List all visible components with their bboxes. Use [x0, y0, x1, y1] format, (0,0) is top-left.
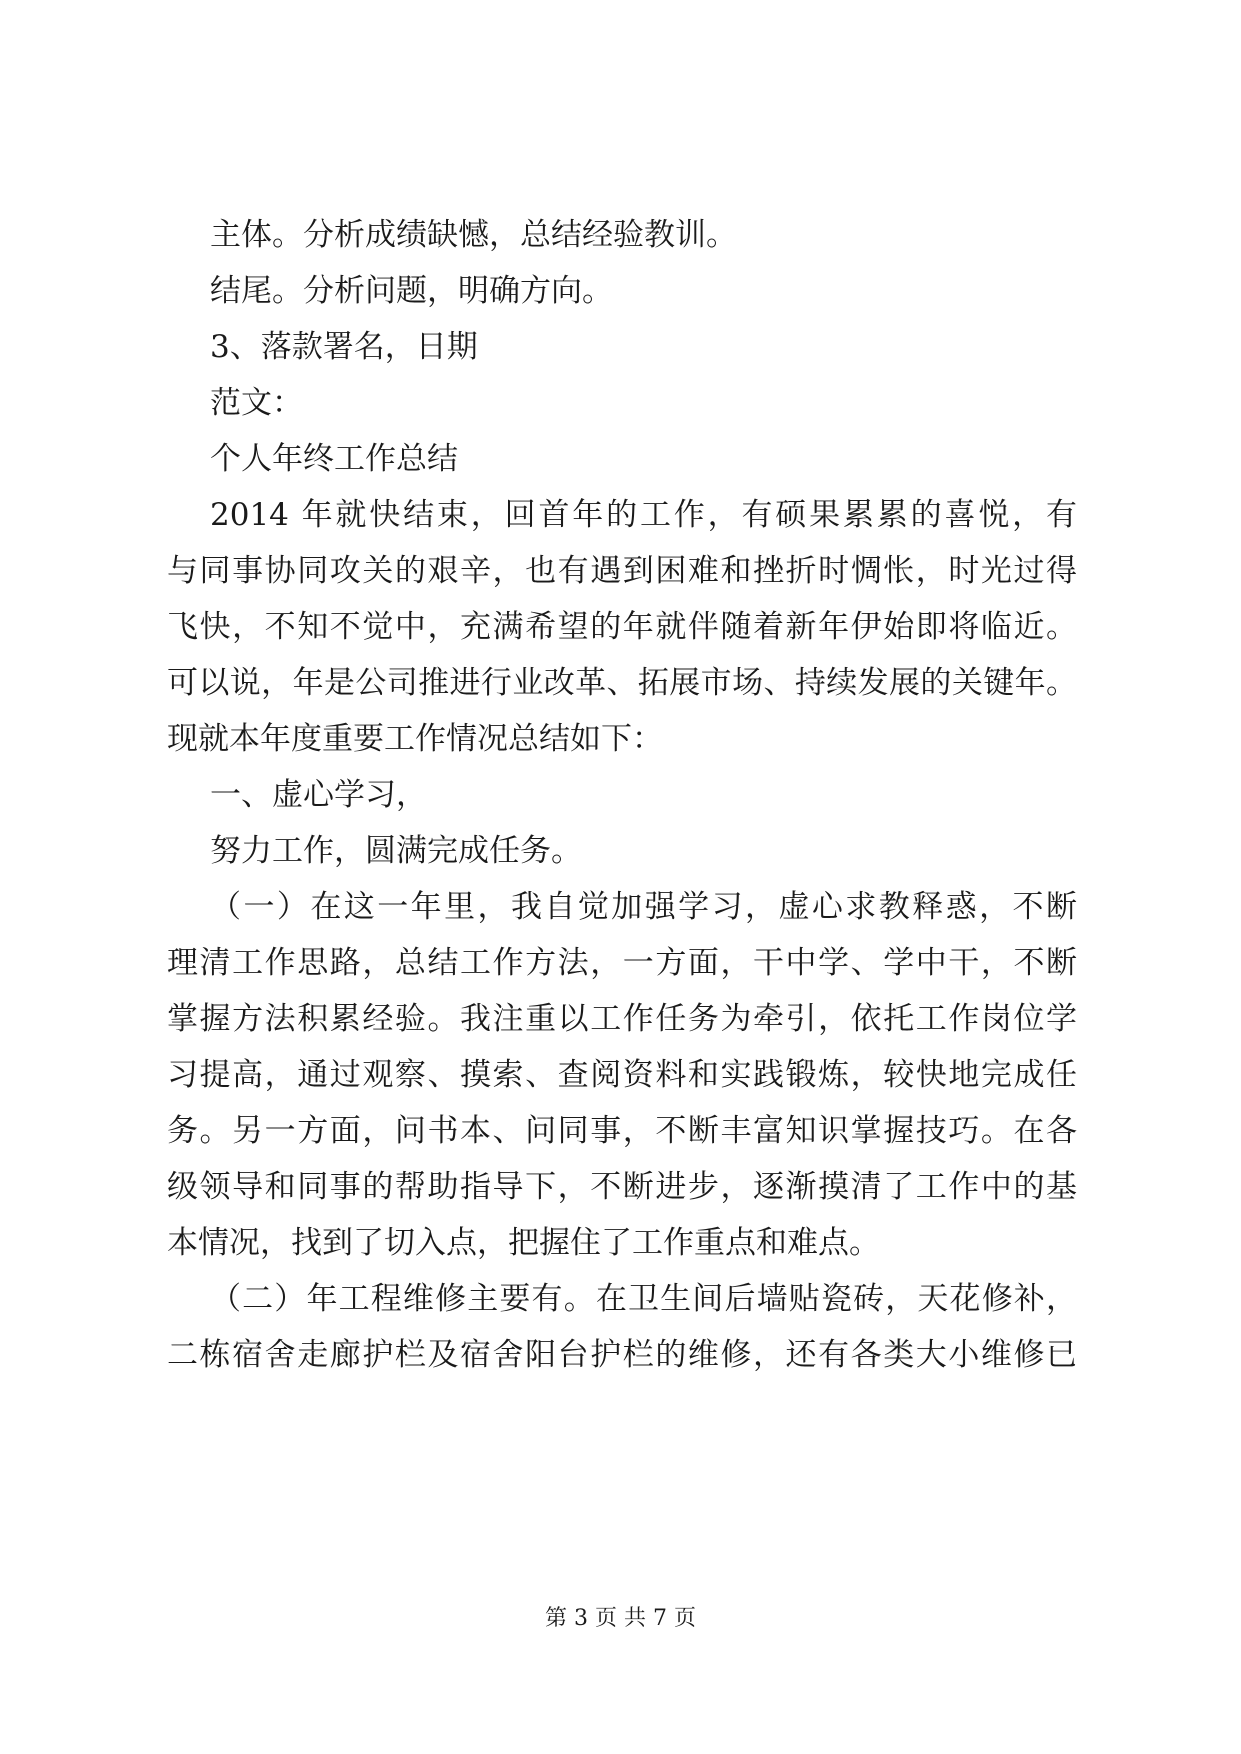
text-line: （二）年工程维修主要有。在卫生间后墙贴瓷砖，天花修补， — [210, 1281, 1077, 1317]
text-line: 现就本年度重要工作情况总结如下： — [167, 721, 663, 757]
text-line: 级领导和同事的帮助指导下，不断进步，逐渐摸清了工作中的基 — [167, 1169, 1077, 1205]
text-line: （一）在这一年里，我自觉加强学习，虚心求教释惑，不断 — [210, 889, 1077, 925]
text-line: 2014 年就快结束，回首年的工作，有硕果累累的喜悦，有 — [210, 497, 1077, 533]
text-line: 可以说，年是公司推进行业改革、拓展市场、持续发展的关键年。 — [167, 665, 1077, 701]
text-line: 努力工作，圆满完成任务。 — [210, 833, 582, 869]
text-line: 一、虚心学习， — [210, 777, 427, 813]
text-line: 3、落款署名，日期 — [210, 329, 478, 365]
text-line: 主体。分析成绩缺憾，总结经验教训。 — [210, 217, 737, 253]
text-line: 个人年终工作总结 — [210, 441, 458, 477]
text-line: 习提高，通过观察、摸索、查阅资料和实践锻炼，较快地完成任 — [167, 1057, 1077, 1093]
text-line: 本情况，找到了切入点，把握住了工作重点和难点。 — [167, 1225, 880, 1261]
text-line: 范文： — [210, 385, 303, 421]
text-line: 二栋宿舍走廊护栏及宿舍阳台护栏的维修，还有各类大小维修已 — [167, 1337, 1077, 1373]
text-line: 飞快，不知不觉中，充满希望的年就伴随着新年伊始即将临近。 — [167, 609, 1077, 645]
page-footer: 第 3 页 共 7 页 — [545, 1606, 696, 1631]
text-line: 与同事协同攻关的艰辛，也有遇到困难和挫折时惆怅，时光过得 — [167, 553, 1077, 589]
text-line: 理清工作思路，总结工作方法，一方面，干中学、学中干，不断 — [167, 945, 1077, 981]
text-line: 掌握方法积累经验。我注重以工作任务为牵引，依托工作岗位学 — [167, 1001, 1077, 1037]
text-line: 结尾。分析问题，明确方向。 — [210, 273, 613, 309]
text-line: 务。另一方面，问书本、问同事，不断丰富知识掌握技巧。在各 — [167, 1113, 1077, 1149]
